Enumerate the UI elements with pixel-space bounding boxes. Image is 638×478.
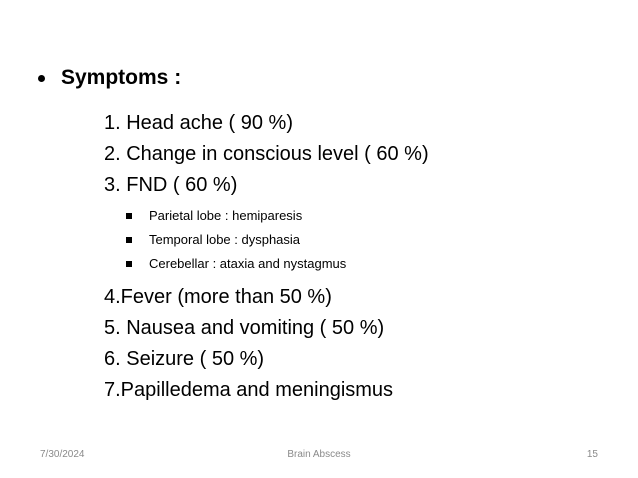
symptom-item-1: 1. Head ache ( 90 %) xyxy=(104,112,293,134)
symptom-item-5: 5. Nausea and vomiting ( 50 %) xyxy=(104,317,385,339)
square-bullet-icon xyxy=(126,261,132,267)
symptom-item-4: 4.Fever (more than 50 %) xyxy=(104,286,332,308)
bullet-icon xyxy=(38,75,45,82)
subitem-text: Cerebellar : ataxia and nystagmus xyxy=(149,256,347,271)
footer-date: 7/30/2024 xyxy=(40,449,85,460)
footer-title: Brain Abscess xyxy=(287,449,351,460)
symptom-list xyxy=(104,108,624,406)
symptom-item-2: 2. Change in conscious level ( 60 %) xyxy=(104,143,429,165)
symptom-item-6: 6. Seizure ( 50 %) xyxy=(104,348,265,370)
subitem-text: Parietal lobe : hemiparesis xyxy=(149,208,303,223)
fnd-subitem-parietal xyxy=(126,204,624,228)
slide-heading xyxy=(38,66,181,90)
square-bullet-icon xyxy=(126,237,132,243)
footer-page-number: 15 xyxy=(586,449,598,460)
subitem-text: Temporal lobe : dysphasia xyxy=(149,232,301,247)
fnd-subitem-cerebellar xyxy=(126,252,624,276)
fnd-sublist xyxy=(126,204,624,276)
fnd-subitem-temporal xyxy=(126,228,624,252)
square-bullet-icon xyxy=(126,213,132,219)
symptom-item-3: 3. FND ( 60 %) xyxy=(104,174,238,196)
heading-text: Symptoms : xyxy=(61,66,182,89)
symptom-item-7: 7.Papilledema and meningismus xyxy=(104,379,394,401)
